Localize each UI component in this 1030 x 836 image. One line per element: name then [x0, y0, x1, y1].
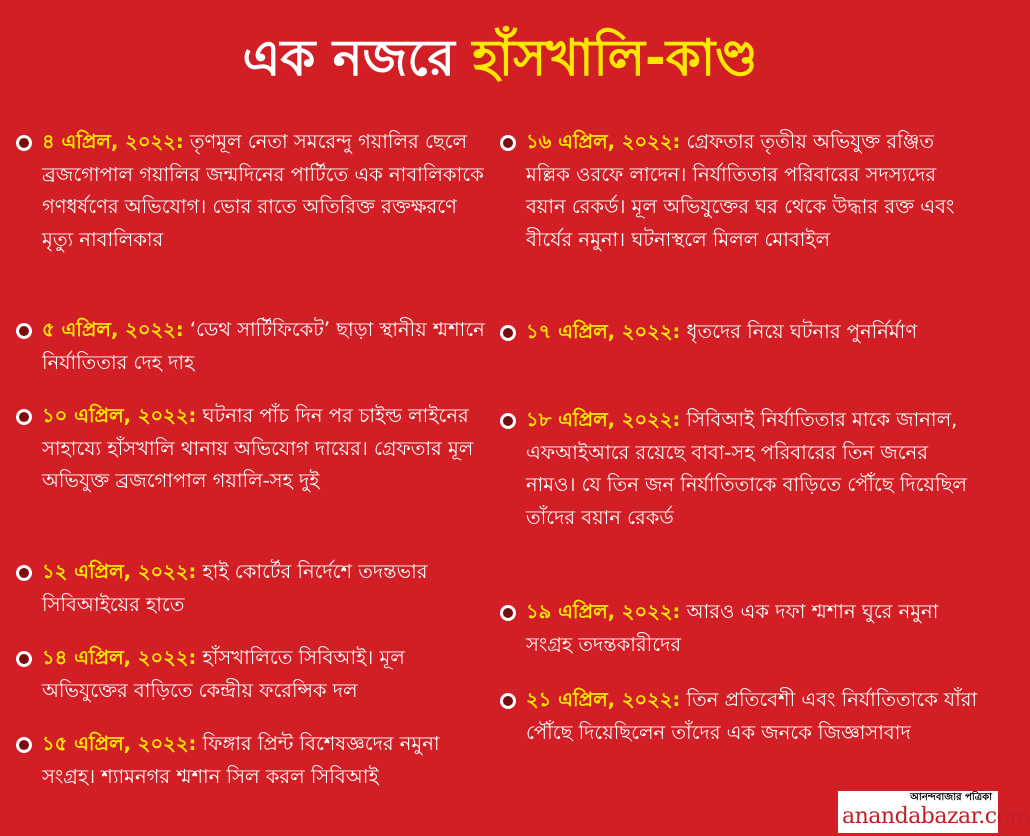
entry-text: তৃণমূল নেতা সমরেন্দু গয়ালির ছেলে ব্রজগোপাল গয়ালির জন্মদিনের পার্টিতে এক নাবালিকাকে গণধর্ষণের অভিযোগ। ভোর রাতে অতিরিক্ত রক্তক্ষরণে মৃত্যু নাবালিকার: [42, 130, 484, 251]
timeline-entry: [16, 556, 486, 642]
logo-bengali-name: আনন্দবাজার পত্রিকা: [910, 792, 992, 803]
entry-date: ১৮ এপ্রিল, ২০২২:: [526, 408, 681, 431]
bullet-icon: [500, 605, 516, 621]
entry-text: ঘটনার পাঁচ দিন পর চাইল্ড লাইনের সাহায্যে হাঁসখালি থানায় অভিযোগ দায়ের। গ্রেফতার মূল অভিযুক্ত ব্রজগোপাল গয়ালি-সহ দুই: [42, 404, 474, 492]
entry-date: ১৬ এপ্রিল, ২০২২:: [526, 130, 681, 153]
entry-text: তিন প্রতিবেশী এবং নির্যাতিতাকে যাঁরা পৌঁছে দিয়েছিলেন তাঁদের এক জনকে জিজ্ঞাসাবাদ: [526, 688, 978, 744]
timeline-entry: [16, 400, 486, 556]
entry-date: ১৪ এপ্রিল, ২০২২:: [42, 646, 197, 669]
timeline-entry: [500, 404, 978, 596]
entry-text: গ্রেফতার তৃতীয় অভিযুক্ত রঞ্জিত মল্লিক ওরফে লাদেন। নির্যাতিতার পরিবারের সদস্যদের বয়ান রেকর্ড। মূল অভিযুক্তের ঘর থেকে উদ্ধার রক্ত এবং বীর্যের নমুনা। ঘটনাস্থলে মিলল মোবাইল: [526, 130, 955, 251]
bullet-icon: [500, 693, 516, 709]
entry-date: ৪ এপ্রিল, ২০২২:: [42, 130, 184, 153]
timeline-entry: [500, 126, 978, 316]
timeline-entry: [500, 316, 978, 404]
title-part-1: এক নজরে: [242, 29, 455, 87]
logo-english-name: anandabazar.com: [842, 804, 1030, 829]
entry-date: ১২ এপ্রিল, ২০২২:: [42, 560, 197, 583]
entry-text: আরও এক দফা শ্মশান ঘুরে নমুনা সংগ্রহ তদন্তকারীদের: [526, 600, 939, 656]
entry-date: ১০ এপ্রিল, ২০২২:: [42, 404, 197, 427]
left-column: [16, 126, 486, 793]
bullet-icon: [16, 409, 32, 425]
entry-date: ১৭ এপ্রিল, ২০২২:: [526, 320, 681, 343]
entry-text: ফিঙ্গার প্রিন্ট বিশেষজ্ঞদের নমুনা সংগ্রহ। শ্যামনগর শ্মশান সিল করল সিবিআই: [42, 732, 440, 788]
bullet-icon: [16, 737, 32, 753]
timeline-entry: [16, 126, 486, 314]
page-title: [0, 22, 1000, 94]
bullet-icon: [500, 135, 516, 151]
timeline-entry: [500, 596, 978, 684]
bullet-icon: [16, 565, 32, 581]
entry-date: ১৫ এপ্রিল, ২০২২:: [42, 732, 197, 755]
timeline-entry: [16, 314, 486, 400]
entry-date: ১৯ এপ্রিল, ২০২২:: [526, 600, 681, 623]
bullet-icon: [500, 325, 516, 341]
entry-text: ‘ডেথ সার্টিফিকেট’ ছাড়া স্থানীয় শ্মশানে নির্যাতিতার দেহ দাহ: [42, 318, 485, 374]
bullet-icon: [16, 323, 32, 339]
publisher-logo: [838, 791, 1030, 833]
entry-date: ২১ এপ্রিল, ২০২২:: [526, 688, 681, 711]
right-column: [500, 126, 978, 749]
entry-date: ৫ এপ্রিল, ২০২২:: [42, 318, 184, 341]
entry-text: ধৃতদের নিয়ে ঘটনার পুনর্নির্মাণ: [686, 320, 918, 343]
timeline-entry: [16, 728, 486, 793]
entry-text: হাই কোর্টের নির্দেশে তদন্তভার সিবিআইয়ের হাতে: [42, 560, 428, 616]
timeline-entry: [16, 642, 486, 728]
title-part-2: হাঁসখালি-কাণ্ড: [472, 29, 758, 87]
timeline-entry: [500, 684, 978, 749]
bullet-icon: [16, 651, 32, 667]
bullet-icon: [500, 413, 516, 429]
entry-text: সিবিআই নির্যাতিতার মাকে জানাল, এফআইআরে রয়েছে বাবা-সহ পরিবারের তিন জনের নামও। যে তিন জন নির্যাতিতাকে বাড়িতে পৌঁছে দিয়েছিল তাঁদের বয়ান রেকর্ড: [526, 408, 967, 529]
entry-text: হাঁসখালিতে সিবিআই। মূল অভিযুক্তের বাড়িতে কেন্দ্রীয় ফরেন্সিক দল: [42, 646, 405, 702]
bullet-icon: [16, 135, 32, 151]
